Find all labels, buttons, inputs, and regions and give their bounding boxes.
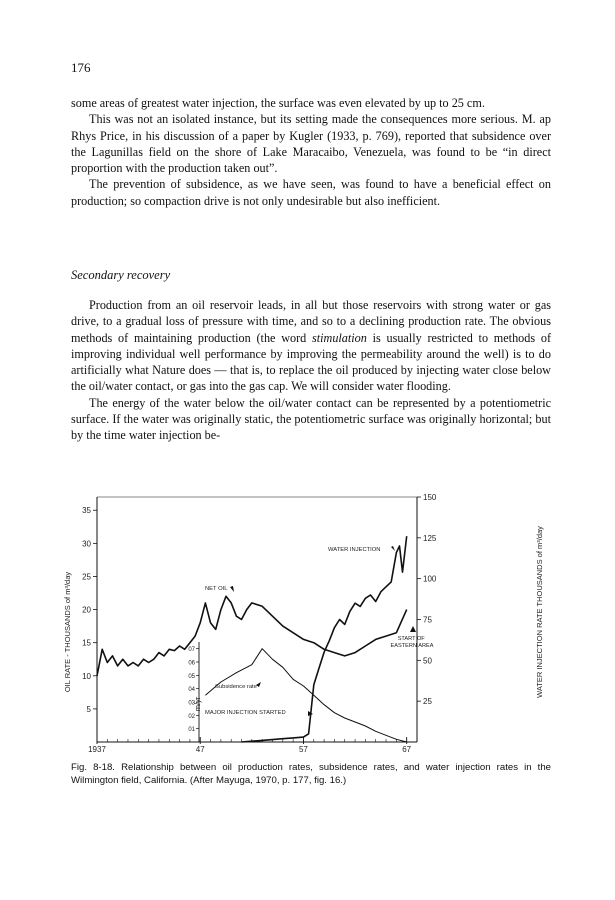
left-tick-label: 30 [82,539,91,549]
paragraph: The prevention of subsidence, as we have seen, was found to have a beneficial effect on production; so compaction drive is not only undesirable but also inefficient. [71,177,551,208]
annotation-subsidence-rate: Subsidence rate [215,684,257,690]
figure [60,492,550,752]
right-tick-label: 25 [423,697,432,707]
production-chart [60,492,550,752]
x-tick-label: 1937 [88,745,106,752]
body-text-secondary [71,297,551,444]
subsidence-rate-line [205,649,406,742]
figure-label: Fig. 8-18. [71,762,115,773]
annotation-water-injection: WATER INJECTION [328,547,381,553]
left-tick-label: 15 [82,638,91,648]
inset-tick-label: 05 [188,673,195,680]
emphasis: stimulation [312,330,367,345]
left-tick-label: 35 [82,506,91,516]
inset-tick-label: 01 [188,727,195,734]
right-tick-label: 100 [423,574,437,584]
inset-axis-label: m/yr [193,696,202,712]
inset-tick-label: 04 [188,687,195,694]
body-text-top [71,95,551,209]
caption-text: Relationship between oil production rates, subsidence rates, and water injection rates in the Wilmington field, California. (After Mayuga, 1970, p. 177, fig. 16.) [71,762,551,786]
paragraph: This was not an isolated instance, but its setting made the consequences more serious. M. ap Rhys Price, in his discussion of a paper by Kugler (1933, p. 769), reported that subsidence over the Lagunillas field on the shore of Lake Maracaibo, Venezuela, was found to be “in direct proportion with the production taken out”. [71,112,551,176]
section-heading: Secondary recovery [71,268,171,282]
paragraph: some areas of greatest water injection, the surface was even elevated by up to 25 cm. [71,96,485,110]
paragraph: Production from an oil reservoir leads, in all but those reservoirs with strong water or gas drive, to a gradual loss of pressure with time, and so to a declining production rate. The obvious methods of maintaining production (the word stimulation is usually restricted to methods of improving individual well performance by improving the permeability around the well) is to do artificially what Nature does — that is, to replace the oil produced by injecting water close below the oil/water contact, or gas into the gas cap. We will consider water flooding. [71,298,551,394]
figure-caption [71,762,551,787]
right-tick-label: 75 [423,615,432,625]
left-tick-label: 10 [82,671,91,681]
inset-tick-label: 03 [188,700,195,707]
page-number: 176 [71,60,91,75]
left-tick-label: 25 [82,572,91,582]
inset-tick-label: 06 [188,660,195,667]
left-tick-label: 20 [82,605,91,615]
annotation-arrow [410,626,416,632]
right-axis-label: WATER INJECTION RATE THOUSANDS of m³/day [535,526,544,698]
right-tick-label: 125 [423,533,437,543]
inset-tick-label: 02 [188,713,195,720]
annotation-major-injection: MAJOR INJECTION STARTED [205,710,286,716]
left-axis-label: OIL RATE - THOUSANDS of m³/day [63,571,72,693]
x-tick-label: 47 [195,745,205,752]
x-tick-label: 67 [402,745,412,752]
annotation-arrow [391,546,395,551]
right-tick-label: 150 [423,493,437,502]
right-tick-label: 50 [423,656,432,666]
paragraph: The energy of the water below the oil/water contact can be represented by a potentiometric surface. If the water was originally static, the potentiometric surface was originally horizontal; but by the time water injection be- [71,395,551,443]
annotation-net-oil: NET OIL [205,586,228,592]
x-tick-label: 57 [298,745,308,752]
annotation-arrow [230,586,234,592]
left-tick-label: 5 [86,704,91,714]
inset-tick-label: 07 [188,647,195,654]
annotation-start-eastern-area: START OF EASTERN AREA [390,636,434,649]
